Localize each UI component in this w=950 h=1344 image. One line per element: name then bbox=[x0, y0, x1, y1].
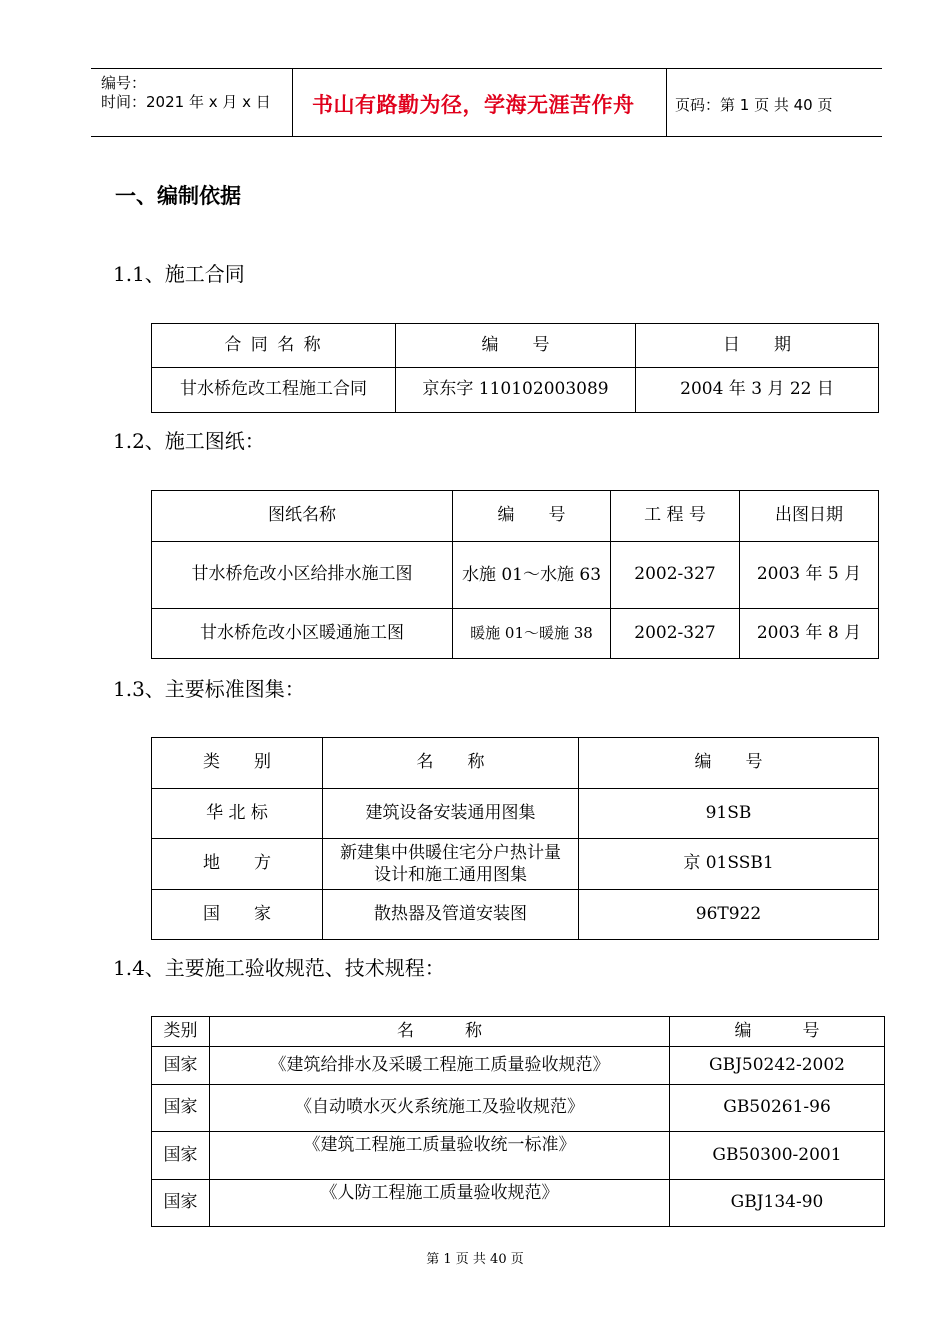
table-header-cell: 类别 bbox=[152, 1017, 210, 1047]
standards-table bbox=[151, 1016, 885, 1227]
table-cell: 地 方 bbox=[152, 839, 323, 890]
table-header-row bbox=[152, 491, 879, 542]
page-footer: 第 1 页 共 40 页 bbox=[426, 1252, 524, 1267]
table-header-row bbox=[152, 738, 879, 789]
table-cell: 2003 年 8 月 bbox=[740, 609, 879, 659]
table-cell: 新建集中供暖住宅分户热计量设计和施工通用图集 bbox=[323, 839, 579, 890]
table-cell: 京 01SSB1 bbox=[579, 839, 879, 890]
drawings-table bbox=[151, 490, 879, 659]
table-header-cell: 类 别 bbox=[152, 738, 323, 789]
table-row bbox=[152, 1132, 885, 1180]
table-header-cell: 名 称 bbox=[323, 738, 579, 789]
table-row bbox=[152, 1180, 885, 1227]
table-row bbox=[152, 890, 879, 940]
table-cell: 《建筑给排水及采暖工程施工质量验收规范》 bbox=[210, 1047, 670, 1085]
table-cell: GBJ134-90 bbox=[670, 1180, 885, 1227]
header-bottom-rule bbox=[91, 136, 882, 137]
table-cell: 《自动喷水灭火系统施工及验收规范》 bbox=[210, 1085, 670, 1132]
table-header-cell: 工 程 号 bbox=[611, 491, 740, 542]
table-cell: 建筑设备安装通用图集 bbox=[323, 789, 579, 839]
table-cell: GB50261-96 bbox=[670, 1085, 885, 1132]
header-top-rule bbox=[91, 68, 882, 69]
table-row bbox=[152, 609, 879, 659]
table-cell: 国家 bbox=[152, 1180, 210, 1227]
table-row bbox=[152, 1085, 885, 1132]
table-header-cell: 出图日期 bbox=[740, 491, 879, 542]
table-cell: 国家 bbox=[152, 1132, 210, 1180]
table-cell: 国家 bbox=[152, 1047, 210, 1085]
table-cell: 2002-327 bbox=[611, 609, 740, 659]
header-divider-left bbox=[292, 68, 293, 136]
table-row bbox=[152, 368, 879, 413]
table-header-row bbox=[152, 1017, 885, 1047]
header-divider-right bbox=[666, 68, 667, 136]
header-page-label: 页码：第 1 页 共 40 页 bbox=[675, 96, 833, 114]
table-row bbox=[152, 789, 879, 839]
table-header-cell: 编 号 bbox=[579, 738, 879, 789]
section-title: 一、编制依据 bbox=[115, 184, 241, 208]
table-row bbox=[152, 839, 879, 890]
table-cell: GBJ50242-2002 bbox=[670, 1047, 885, 1085]
table-cell: 《人防工程施工质量验收规范》 bbox=[210, 1180, 670, 1227]
table-cell: 91SB bbox=[579, 789, 879, 839]
contract-table bbox=[151, 323, 879, 413]
header-time-label: 时间：2021 年 x 月 x 日 bbox=[101, 93, 271, 111]
table-cell: 国家 bbox=[152, 1085, 210, 1132]
standards-heading: 1.4、主要施工验收规范、技术规程： bbox=[113, 956, 445, 980]
table-cell: 2004 年 3 月 22 日 bbox=[636, 368, 879, 413]
atlases-heading: 1.3、主要标准图集： bbox=[113, 677, 305, 701]
table-header-cell: 编 号 bbox=[396, 324, 636, 368]
table-cell: 水施 01～水施 63 bbox=[453, 542, 611, 609]
atlases-table bbox=[151, 737, 879, 940]
table-cell: 散热器及管道安装图 bbox=[323, 890, 579, 940]
table-cell: 2002-327 bbox=[611, 542, 740, 609]
table-row bbox=[152, 1047, 885, 1085]
table-header-cell: 日 期 bbox=[636, 324, 879, 368]
drawings-heading: 1.2、施工图纸： bbox=[113, 429, 265, 453]
table-cell: 甘水桥危改小区暖通施工图 bbox=[152, 609, 453, 659]
table-cell: 甘水桥危改小区给排水施工图 bbox=[152, 542, 453, 609]
table-cell: 华 北 标 bbox=[152, 789, 323, 839]
header-number-label: 编号： bbox=[101, 74, 147, 92]
table-header-cell: 编 号 bbox=[453, 491, 611, 542]
table-cell: 2003 年 5 月 bbox=[740, 542, 879, 609]
table-row bbox=[152, 542, 879, 609]
table-header-cell: 编 号 bbox=[670, 1017, 885, 1047]
table-cell: GB50300-2001 bbox=[670, 1132, 885, 1180]
table-header-row bbox=[152, 324, 879, 368]
table-cell: 《建筑工程施工质量验收统一标准》 bbox=[210, 1132, 670, 1180]
table-cell: 暖施 01～暖施 38 bbox=[453, 609, 611, 659]
table-cell: 京东字 110102003089 bbox=[396, 368, 636, 413]
table-cell: 国 家 bbox=[152, 890, 323, 940]
table-header-cell: 名 称 bbox=[210, 1017, 670, 1047]
header-motto: 书山有路勤为径，学海无涯苦作舟 bbox=[312, 93, 635, 117]
table-header-cell: 合 同 名 称 bbox=[152, 324, 396, 368]
table-cell: 甘水桥危改工程施工合同 bbox=[152, 368, 396, 413]
contract-heading: 1.1、施工合同 bbox=[113, 262, 245, 286]
table-header-cell: 图纸名称 bbox=[152, 491, 453, 542]
table-cell: 96T922 bbox=[579, 890, 879, 940]
